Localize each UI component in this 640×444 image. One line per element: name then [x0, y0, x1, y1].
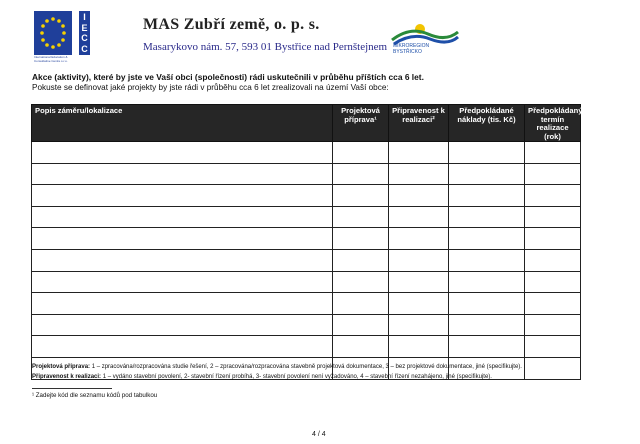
- table-cell[interactable]: [32, 293, 333, 315]
- table-cell[interactable]: [389, 185, 449, 207]
- table-cell[interactable]: [333, 185, 389, 207]
- table-cell[interactable]: [525, 293, 581, 315]
- table-cell[interactable]: [389, 293, 449, 315]
- table-cell[interactable]: [525, 357, 581, 379]
- table-cell[interactable]: [389, 336, 449, 358]
- table-cell[interactable]: [32, 206, 333, 228]
- col-header-readiness: Připravenost k realizaci²: [389, 105, 449, 142]
- table-cell[interactable]: [449, 185, 525, 207]
- table-row: [32, 314, 581, 336]
- footnote-ready-text: 1 – vydáno stavební povolení, 2- stavební řízení probíhá, 3- stavební povolení není vyžadováno, 4 – stavební řízení nezahájeno, jiné (specifikujte).: [102, 374, 492, 380]
- table-cell[interactable]: [333, 228, 389, 250]
- table-cell[interactable]: [449, 271, 525, 293]
- table-cell[interactable]: [333, 206, 389, 228]
- table-cell[interactable]: [32, 228, 333, 250]
- table-cell[interactable]: [525, 249, 581, 271]
- table-row: [32, 228, 581, 250]
- table-cell[interactable]: [389, 271, 449, 293]
- footnote-project-prep: [32, 364, 522, 370]
- table-row: [32, 185, 581, 207]
- table-cell[interactable]: [449, 163, 525, 185]
- table-cell[interactable]: [333, 314, 389, 336]
- table-cell[interactable]: [525, 163, 581, 185]
- table-row: [32, 271, 581, 293]
- footnote-code-note: ¹ Zadejte kód dle seznamu kódů pod tabulkou: [32, 392, 158, 399]
- instruction-text: Pokuste se definovat jaké projekty by jste rádi v průběhu cca 6 let zrealizovali na území Vaší obce:: [32, 83, 389, 92]
- table-cell[interactable]: [32, 336, 333, 358]
- table-cell[interactable]: [389, 163, 449, 185]
- table-cell[interactable]: [449, 249, 525, 271]
- table-cell[interactable]: [449, 228, 525, 250]
- table-cell[interactable]: [525, 336, 581, 358]
- col-header-project-prep: Projektová příprava¹: [333, 105, 389, 142]
- table-cell[interactable]: [389, 249, 449, 271]
- table-cell[interactable]: [32, 185, 333, 207]
- footnote-prep-text: 1 – zpracována/rozpracována studie řešení, 2 – zpracována/rozpracována stavebně projektová dokumentace, 3 – bez projektové dokumentace, jiné (specifikujte).: [91, 364, 522, 370]
- logo-text-line2: BYSTŘICKO: [393, 48, 422, 55]
- table-cell[interactable]: [333, 142, 389, 164]
- projects-table: [31, 104, 581, 380]
- table-cell[interactable]: [449, 293, 525, 315]
- table-row: [32, 142, 581, 164]
- page-number: 4 / 4: [312, 431, 326, 438]
- table-cell[interactable]: [389, 314, 449, 336]
- table-cell[interactable]: [32, 163, 333, 185]
- table-row: [32, 336, 581, 358]
- table-cell[interactable]: [32, 314, 333, 336]
- table-cell[interactable]: [525, 314, 581, 336]
- table-cell[interactable]: [32, 271, 333, 293]
- table-cell[interactable]: [389, 142, 449, 164]
- table-row: [32, 163, 581, 185]
- table-cell[interactable]: [32, 142, 333, 164]
- mikroregion-caption: [393, 44, 429, 55]
- iecc-logo: I E C C: [79, 11, 90, 55]
- table-cell[interactable]: [389, 206, 449, 228]
- table-cell[interactable]: [525, 142, 581, 164]
- table-row: [32, 293, 581, 315]
- table-cell[interactable]: [32, 249, 333, 271]
- table-cell[interactable]: [525, 185, 581, 207]
- footnote-divider: [32, 388, 112, 389]
- col-header-description: Popis záměru/lokalizace: [32, 105, 333, 142]
- eu-caption: International Education & Consultative Centre s.r.o.: [34, 55, 68, 63]
- page-title: MAS Zubří země, o. p. s.: [143, 16, 320, 33]
- table-cell[interactable]: [333, 336, 389, 358]
- table-cell[interactable]: [525, 206, 581, 228]
- eu-flag-logo: [34, 11, 72, 55]
- table-row: [32, 206, 581, 228]
- table-cell[interactable]: [449, 336, 525, 358]
- table-cell[interactable]: [449, 206, 525, 228]
- col-header-term: Předpokládaný termín realizace (rok): [525, 105, 581, 142]
- table-cell[interactable]: [525, 271, 581, 293]
- address: Masarykovo nám. 57, 593 01 Bystřice nad Pernštejnem: [143, 41, 388, 53]
- table-cell[interactable]: [333, 163, 389, 185]
- col-header-costs: Předpokládané náklady (tis. Kč): [449, 105, 525, 142]
- logo-text-line1: MIKROREGION: [393, 43, 430, 49]
- table-cell[interactable]: [333, 293, 389, 315]
- footnote-ready-label: Připravenost k realizaci:: [32, 374, 102, 380]
- table-cell[interactable]: [389, 228, 449, 250]
- table-cell[interactable]: [333, 271, 389, 293]
- table-row: [32, 249, 581, 271]
- table-cell[interactable]: [449, 142, 525, 164]
- footnote-readiness: [32, 374, 492, 380]
- question-heading: Akce (aktivity), které by jste ve Vaší obci (společnosti) rádi uskutečnili v průběhu příštích cca 6 let.: [32, 72, 424, 82]
- footnote-prep-label: Projektová příprava:: [32, 364, 91, 370]
- table-cell[interactable]: [449, 314, 525, 336]
- table-header-row: [32, 105, 581, 142]
- table-cell[interactable]: [525, 228, 581, 250]
- table-cell[interactable]: [333, 249, 389, 271]
